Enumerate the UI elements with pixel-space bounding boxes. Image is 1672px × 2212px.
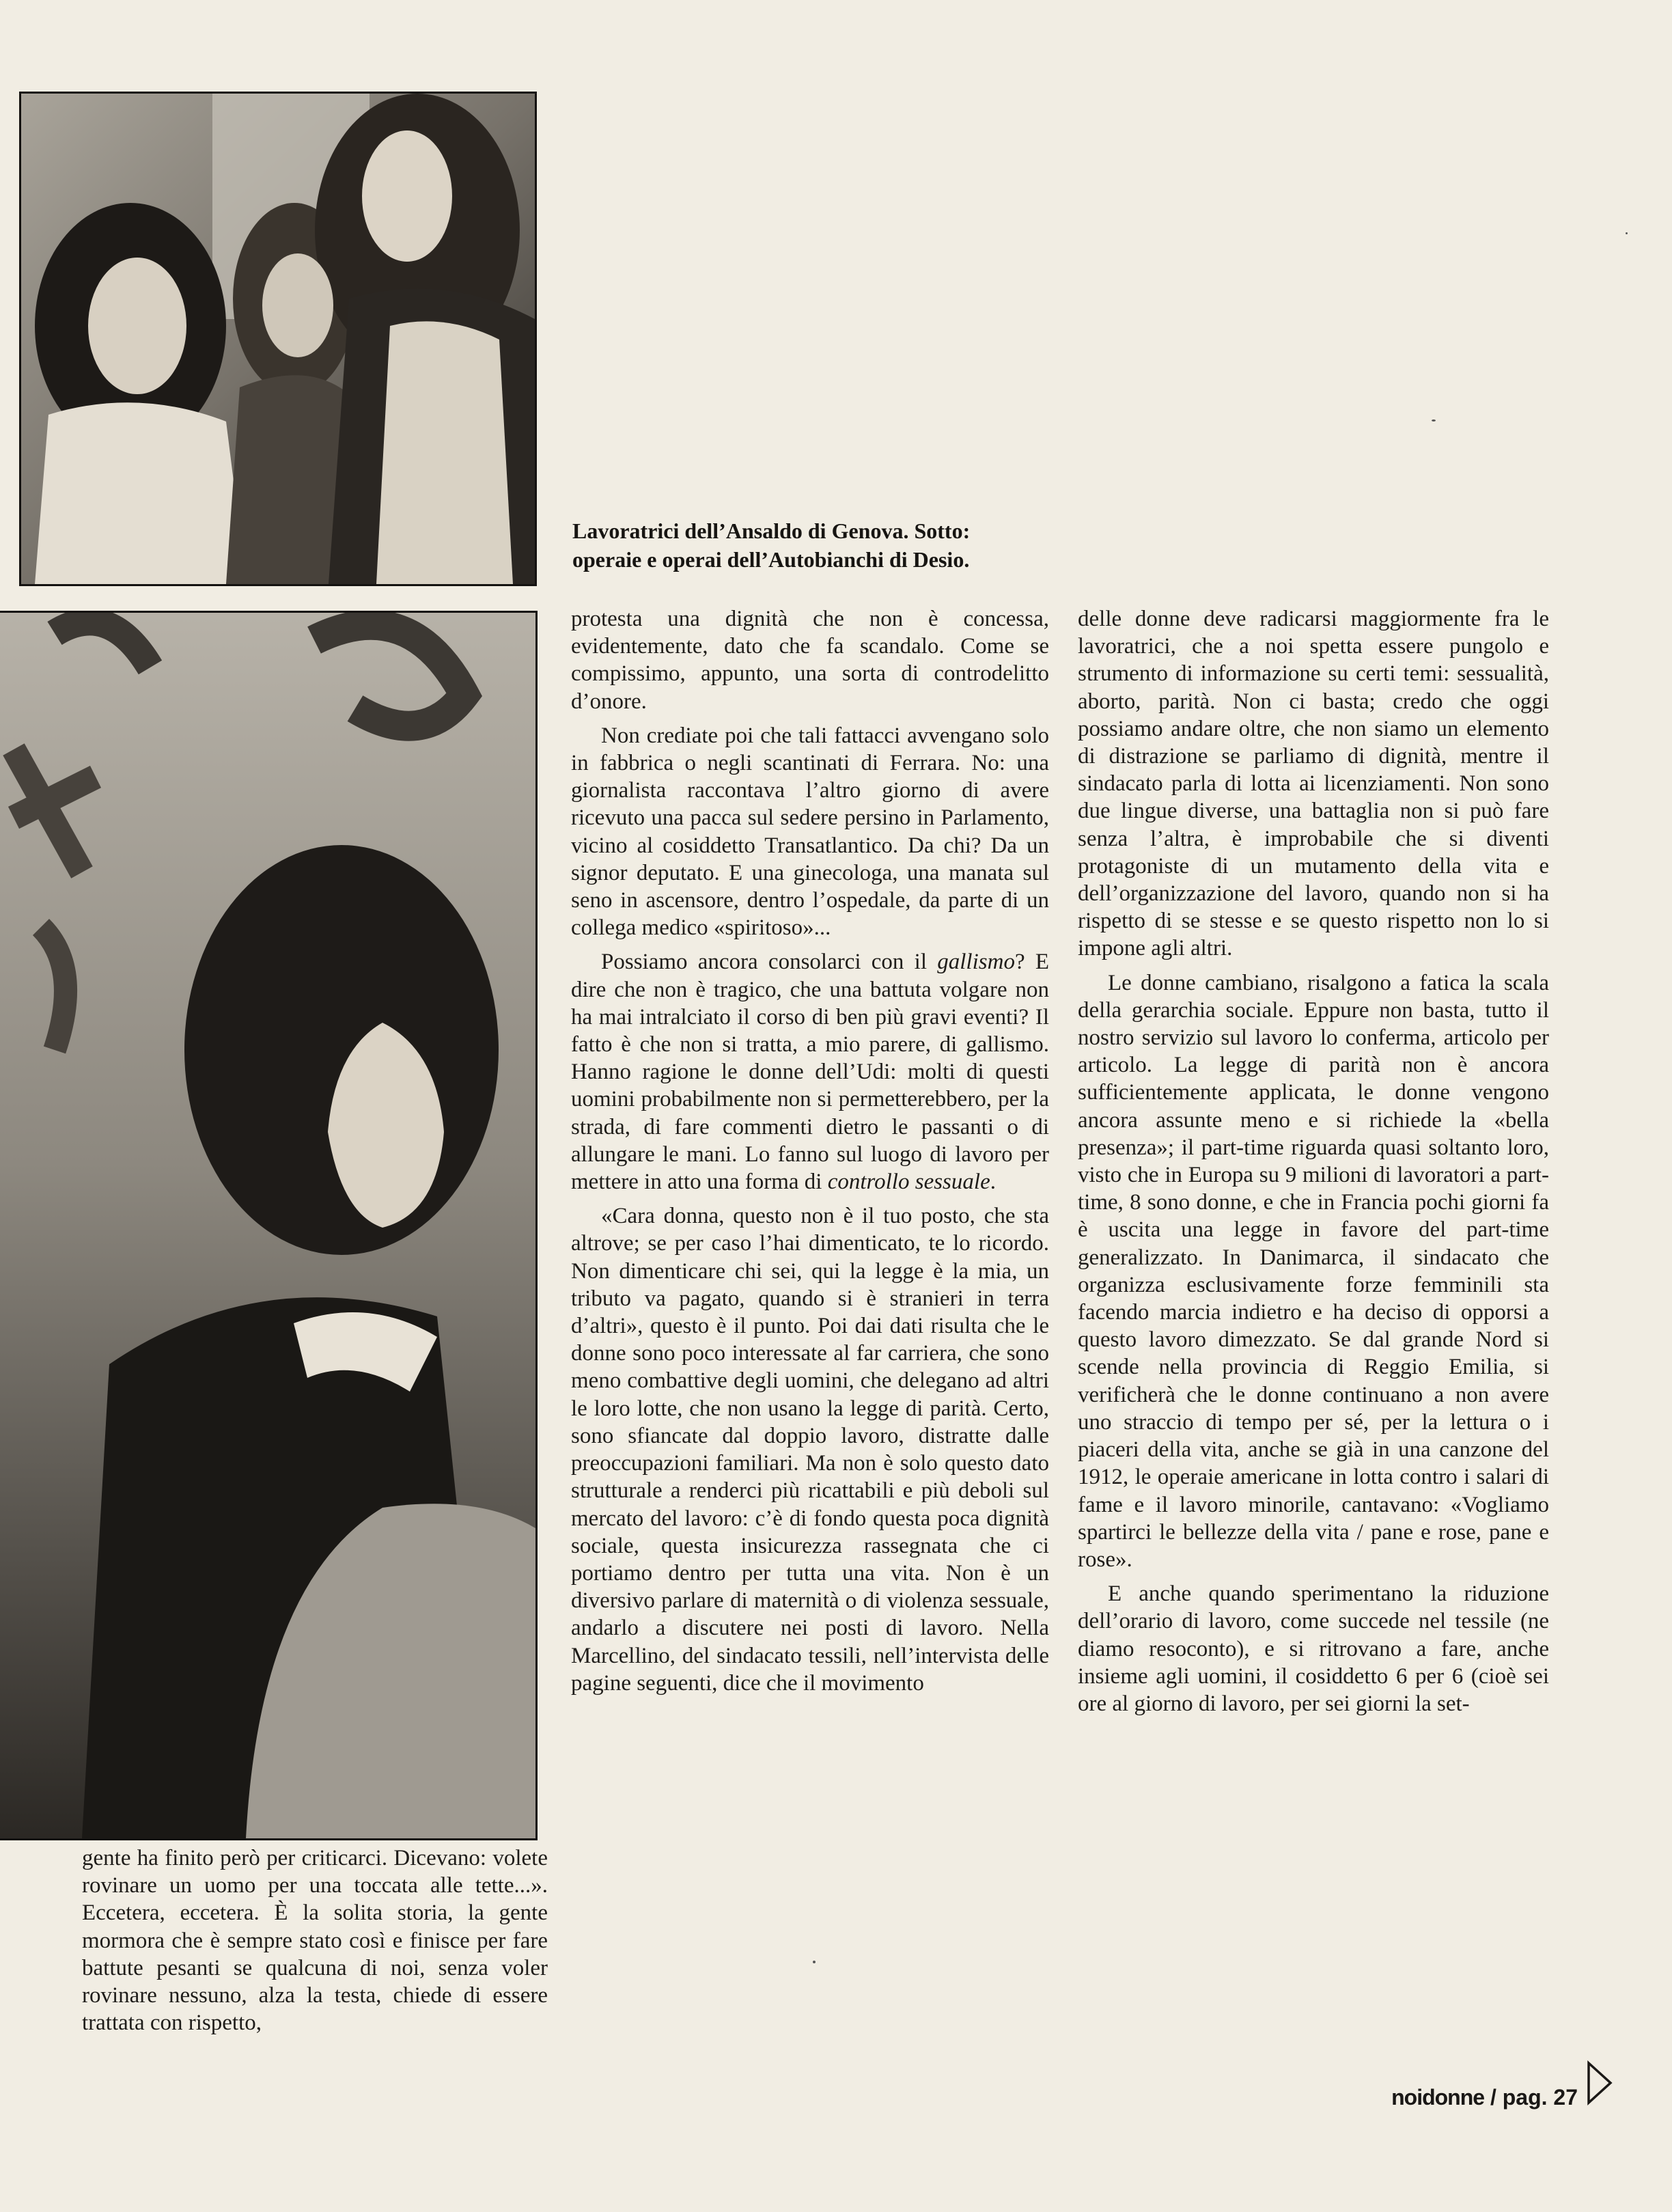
- col2-paragraph-2: Non crediate poi che tali fattacci avvengano solo in fabbrica o negli scantinati di Ferrara. No: una giornalista raccontava l’altro giorno di avere ricevuto una pacca sul sedere persino in Parlamento, vicino al cosiddetto Transatlantico. Da chi? Da un signor deputato. E una ginecologa, una manata sul seno in ascensore, dentro l’ospedale, da parte di un collega medico «spiritoso»...: [571, 723, 1049, 941]
- paper-speck: [1626, 232, 1628, 234]
- col3-paragraph-2: Le donne cambiano, risalgono a fatica la scala della gerarchia sociale. Eppure non basta, tutto il nostro servizio sul lavoro lo conferma, articolo per articolo. La legge di parità non è ancora sufficientemente applicata, le donne vengono ancora assunte meno e si richiede la «bella presenza»; il part-time riguarda quasi soltanto loro, visto che in Europa su 9 milioni di lavoratori a part-time, 8 sono donne, e che in Francia pochi giorni fa è uscita una legge in favore del part-time generalizzato. In Danimarca, il sindacato che organizza esclusivamente forze femminili sta facendo marcia indietro e ha deciso di opporsi a questo lavoro dimezzato. Se dal grande Nord si scende nella provincia di Reggio Emilia, si verificherà che le donne continuano a non avere uno straccio di tempo per sé, per la lettura o i piaceri della vita, anche se già in una canzone del 1912, le operaie americane in lotta contro i salari di fame e il lavoro minorile, cantavano: «Vogliamo spartirci le bellezze della vita / pane e rose, pane e rose».: [1078, 970, 1549, 1572]
- photo-autobianchi-workers-image: [0, 613, 535, 1838]
- caption-line-2: operaie e operai dell’Autobianchi di Desio.: [572, 547, 970, 572]
- col2-p3-text-b: ? E dire che non è tragico, che una battuta volgare non ha mai intralciato il corso di ben più gravi eventi? Il fatto è che non si tratta, a mio parere, di gallismo. Hanno ragione le donne dell’Udi: molti di questi uomini probabilmente non si permetterebbero, per la strada, di fare commenti dietro le passanti o di allungare le mani. Lo fanno sul luogo di lavoro per mettere in atto una forma di: [571, 950, 1049, 1195]
- magazine-brand: noidonne: [1391, 2085, 1485, 2110]
- page-number: 27: [1553, 2085, 1578, 2110]
- col2-p3-emphasis-controllo: controllo sessuale: [827, 1170, 990, 1195]
- article-column-2: [571, 605, 1049, 1704]
- col2-paragraph-4: «Cara donna, questo non è il tuo posto, che sta altrove; se per caso l’hai dimenticato, te lo ricordo. Non dimenticare chi sei, qui la legge è la mia, un tributo va pagato, quando si è stranieri in terra d’altri», questo è il punto. Poi dai dati risulta che le donne sono poco interessate al far carriera, che sono meno combattive degli uomini, che delegano ad altri le loro lotte, che non usano la legge di parità. Certo, sono sfiancate dal doppio lavoro, distratte dalle preoccupazioni familiari. Ma non è solo questo dato strutturale a renderci più ricattabili e più deboli sul mercato del lavoro: c’è di fondo questa poca dignità sociale, questa insicurezza rassegnata che ci portiamo dentro per tutta una vita. Non è un diversivo parlare di maternità o di violenza sessuale, andarlo a discutere nei posti di lavoro. Nella Marcellino, del sindacato tessili, nell’intervista delle pagine seguenti, dice che il movimento: [571, 1204, 1049, 1696]
- photo-ansaldo-workers-image: [21, 94, 535, 584]
- col3-paragraph-3: E anche quando sperimentano la riduzione dell’orario di lavoro, come succede nel tessile (ne diamo resoconto), e si ritrovano a fare, anche insieme agli uomini, il cosiddetto 6 per 6 (cioè sei ore al giorno di lavoro, per sei giorni la set-: [1078, 1581, 1549, 1716]
- photo-autobianchi-workers: [0, 611, 538, 1840]
- col3-paragraph-1: delle donne deve radicarsi maggiormente fra le lavoratrici, che a noi spetta essere pungolo e strumento di informazione su certi temi: sessualità, aborto, parità. Non ci basta; credo che oggi possiamo andare oltre, che non siamo un elemento di distrazione se parliamo di dignità, mentre il sindacato parla di lotta ai licenziamenti. Non sono due lingue diverse, una battaglia non si può fare senza l’altra, è improbabile che si diventi protagoniste di un mutamento della vita e dell’organizzazione del lavoro, quando non si ha rispetto di se stesse e se questo rispetto non lo si impone agli altri.: [1078, 607, 1549, 961]
- article-column-1: [82, 1844, 548, 2043]
- article-column-3: [1078, 605, 1549, 1724]
- col2-p3-emphasis-gallismo: gallismo: [937, 950, 1015, 975]
- footer-separator: /: [1490, 2085, 1496, 2110]
- col1-paragraph-1: gente ha finito però per criticarci. Dicevano: volete rovinare un uomo per una toccata alle tette...». Eccetera, eccetera. È la solita storia, la gente mormora che è sempre stato così e finisce per fare battute pesanti se qualcuna di noi, senza voler rovinare nessuno, alza la testa, chiede di essere trattata con rispetto,: [82, 1846, 548, 2036]
- continue-arrow-icon: [1586, 2060, 1613, 2105]
- paper-speck: [1432, 419, 1436, 421]
- caption-line-1: Lavoratrici dell’Ansaldo di Genova. Sotto:: [572, 519, 971, 543]
- paper-speck: [813, 1961, 816, 1963]
- photo-ansaldo-workers: [19, 92, 537, 586]
- photo-caption: [572, 516, 1037, 574]
- col2-paragraph-1: protesta una dignità che non è concessa, evidentemente, dato che fa scandalo. Come se compissimo, appunto, una sorta di controdelitto d’onore.: [571, 607, 1049, 714]
- col2-paragraph-3: [571, 948, 1049, 1195]
- page-label: pag.: [1502, 2085, 1548, 2110]
- page-footer: [1391, 2085, 1578, 2110]
- col2-p3-text-a: Possiamo ancora consolarci con il: [601, 950, 938, 975]
- col2-p3-text-c: .: [990, 1170, 996, 1195]
